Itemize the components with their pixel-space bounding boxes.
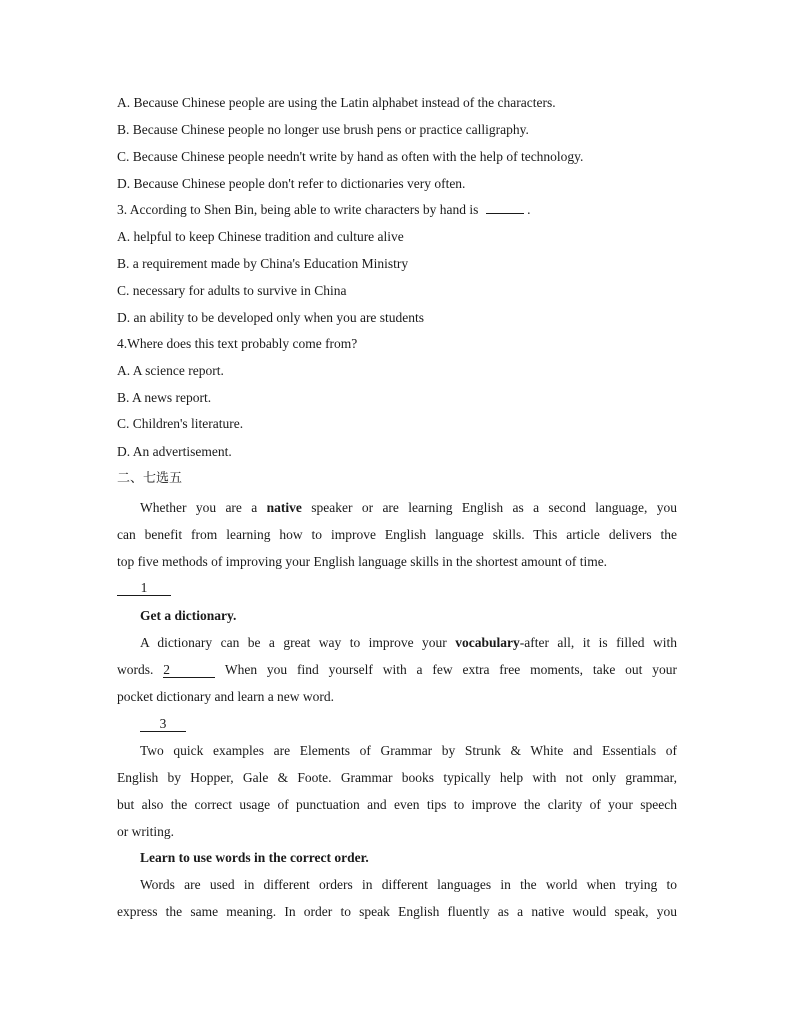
- q2-option-a: A. Because Chinese people are using the Latin alphabet instead of the characters.: [117, 95, 556, 110]
- q3-question-text: 3. According to Shen Bin, being able to write characters by hand is: [117, 202, 479, 217]
- p2-text-post: -after all, it is filled with: [519, 635, 677, 650]
- p1-bold-native: native: [266, 500, 302, 515]
- q3-option-c: C. necessary for adults to survive in China: [117, 283, 347, 298]
- q3-option-b: B. a requirement made by China's Education Ministry: [117, 256, 409, 271]
- section-heading: 二、七选五: [117, 471, 183, 486]
- passage-p2-line2: [117, 661, 677, 679]
- q4-option-c: C. Children's literature.: [117, 416, 244, 431]
- q4-option-b: B. A news report.: [117, 390, 212, 405]
- passage-p1-line3: top five methods of improving your English language skills in the shortest amount of time.: [117, 554, 608, 569]
- blank-3-row: [140, 715, 677, 733]
- p2-text-pre: A dictionary can be a great way to improve your: [140, 635, 447, 650]
- q3-answer-blank[interactable]: [486, 213, 524, 214]
- q3-question: [117, 201, 677, 219]
- blank-3[interactable]: 3: [140, 717, 186, 732]
- passage-p1-line1: [140, 499, 677, 517]
- p2-line2-post: When you find yourself with a few extra free moments, take out your: [224, 662, 678, 677]
- subheading-word-order: Learn to use words in the correct order.: [140, 850, 369, 865]
- passage-p3-line3: but also the correct usage of punctuation and even tips to improve the clarity of your speech: [117, 797, 677, 812]
- subheading-get-dictionary: Get a dictionary.: [140, 608, 237, 623]
- p1-text-post: speaker or are learning English as a second language, you: [311, 500, 677, 515]
- q2-option-b: B. Because Chinese people no longer use brush pens or practice calligraphy.: [117, 122, 529, 137]
- q3-option-d: D. an ability to be developed only when you are students: [117, 310, 425, 325]
- passage-p3-line4: or writing.: [117, 824, 174, 839]
- q4-question: 4.Where does this text probably come from?: [117, 336, 358, 351]
- q4-option-a: A. A science report.: [117, 363, 224, 378]
- p1-text-pre: Whether you are a: [140, 500, 258, 515]
- blank-1-row: [117, 579, 677, 597]
- passage-p3-line1: Two quick examples are Elements of Grammar by Strunk & White and Essentials of: [140, 743, 677, 758]
- q3-question-end: .: [527, 202, 531, 217]
- passage-p2-line3: pocket dictionary and learn a new word.: [117, 689, 335, 704]
- p2-bold-vocabulary: vocabulary: [455, 635, 520, 650]
- passage-p4-line2: express the same meaning. In order to speak English fluently as a native would speak, you: [117, 904, 677, 919]
- q4-option-d: D. An advertisement.: [117, 444, 232, 459]
- passage-p1-line2: can benefit from learning how to improve English language skills. This article delivers the: [117, 527, 677, 542]
- passage-p4-line1: Words are used in different orders in different languages in the world when trying to: [140, 877, 677, 892]
- blank-1[interactable]: 1: [117, 581, 171, 596]
- blank-2[interactable]: 2: [163, 663, 215, 678]
- q2-option-c: C. Because Chinese people needn't write by hand as often with the help of technology.: [117, 149, 584, 164]
- passage-p3-line2: English by Hopper, Gale & Foote. Grammar books typically help with not only grammar,: [117, 770, 677, 785]
- p2-line2-pre: words.: [117, 662, 154, 677]
- q2-option-d: D. Because Chinese people don't refer to dictionaries very often.: [117, 176, 466, 191]
- passage-p2-line1: [140, 634, 677, 652]
- q3-option-a: A. helpful to keep Chinese tradition and culture alive: [117, 229, 404, 244]
